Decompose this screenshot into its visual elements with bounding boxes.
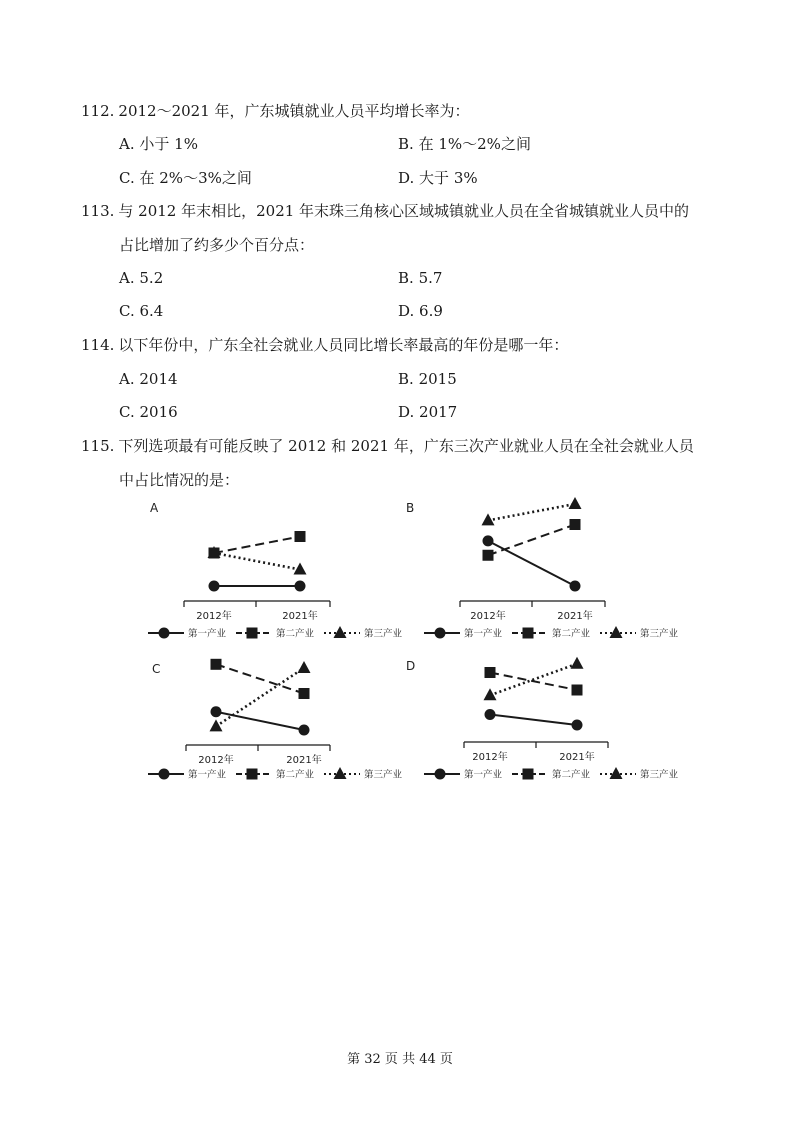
series-line-3	[214, 553, 300, 570]
series-line-1	[488, 541, 575, 586]
legend-marker-2	[247, 628, 258, 639]
series-point-2	[572, 685, 583, 696]
chart-svg	[400, 500, 680, 645]
legend-marker-2	[247, 769, 258, 780]
legend-label: 第二产业	[552, 769, 591, 781]
series-line-3	[488, 504, 575, 520]
question-number: 115.	[81, 437, 115, 455]
series-point-2	[211, 659, 222, 670]
series-point-3	[484, 688, 497, 700]
legend-marker-2	[523, 769, 534, 780]
question-text: 2012～2021 年，广东城镇就业人员平均增长率为：	[118, 102, 470, 120]
option-114-c[interactable]: C. 2016	[119, 403, 178, 421]
panel-label: A	[150, 501, 159, 515]
question-115-stem	[81, 436, 694, 456]
option-112-c[interactable]: C. 在 2%～3%之间	[119, 169, 252, 187]
legend-label: 第一产业	[188, 769, 227, 781]
series-point-1	[295, 581, 306, 592]
series-point-2	[483, 550, 494, 561]
question-number: 114.	[81, 336, 115, 354]
legend-label: 第三产业	[640, 628, 679, 640]
panel-label: D	[406, 659, 416, 673]
series-point-1	[570, 581, 581, 592]
question-number: 113.	[81, 202, 115, 220]
option-114-d[interactable]: D. 2017	[398, 403, 458, 421]
legend-marker-1	[159, 628, 170, 639]
question-113-stem	[81, 201, 689, 221]
series-point-3	[210, 719, 223, 731]
chart-svg	[400, 655, 680, 785]
legend-marker-1	[435, 769, 446, 780]
x-tick-label: 2012年	[198, 755, 234, 766]
question-text: 下列选项最有可能反映了 2012 和 2021 年，广东三次产业就业人员在全社会就业人员	[118, 437, 694, 455]
legend-label: 第三产业	[364, 769, 403, 781]
series-line-3	[490, 664, 577, 696]
series-line-2	[490, 673, 577, 691]
series-point-1	[209, 581, 220, 592]
series-line-2	[214, 537, 300, 554]
series-point-3	[294, 563, 307, 575]
question-113-stem-continued: 占比增加了约多少个百分点：	[119, 236, 315, 254]
legend-marker-1	[159, 769, 170, 780]
chart-svg	[140, 500, 410, 645]
series-point-1	[483, 535, 494, 546]
chart-svg	[140, 655, 410, 785]
x-tick-label: 2021年	[559, 752, 595, 763]
option-113-d[interactable]: D. 6.9	[398, 302, 443, 320]
panel-label: C	[152, 662, 161, 676]
series-line-1	[216, 712, 304, 730]
panel-label: B	[406, 501, 415, 515]
series-point-1	[572, 720, 583, 731]
option-113-c[interactable]: C. 6.4	[119, 302, 164, 320]
series-point-2	[485, 667, 496, 678]
question-115-stem-continued: 中占比情况的是：	[119, 471, 240, 489]
series-point-1	[299, 725, 310, 736]
x-tick-label: 2012年	[196, 611, 232, 622]
chart-option-c[interactable]	[140, 655, 410, 785]
x-tick-label: 2012年	[470, 611, 506, 622]
series-point-3	[482, 513, 495, 525]
option-112-d[interactable]: D. 大于 3%	[398, 169, 478, 187]
x-tick-label: 2021年	[286, 755, 322, 766]
option-113-b[interactable]: B. 5.7	[398, 269, 443, 287]
x-tick-label: 2021年	[557, 611, 593, 622]
option-112-a[interactable]: A. 小于 1%	[119, 135, 198, 153]
series-point-3	[298, 661, 311, 673]
series-line-1	[490, 715, 577, 726]
series-point-1	[211, 706, 222, 717]
legend-label: 第三产业	[640, 769, 679, 781]
option-114-b[interactable]: B. 2015	[398, 370, 457, 388]
series-line-2	[488, 525, 575, 556]
legend-marker-2	[523, 628, 534, 639]
question-text: 与 2012 年末相比，2021 年末珠三角核心区域城镇就业人员在全省城镇就业人员中的	[118, 202, 690, 220]
x-tick-label: 2021年	[282, 611, 318, 622]
legend-label: 第二产业	[552, 628, 591, 640]
series-point-2	[299, 688, 310, 699]
option-112-b[interactable]: B. 在 1%～2%之间	[398, 135, 531, 153]
question-112-stem	[81, 101, 470, 121]
option-113-a[interactable]: A. 5.2	[119, 269, 164, 287]
legend-label: 第三产业	[364, 628, 403, 640]
series-point-1	[485, 709, 496, 720]
chart-option-d[interactable]	[400, 655, 680, 785]
legend-marker-1	[435, 628, 446, 639]
legend-label: 第二产业	[276, 628, 315, 640]
page-footer: 第 32 页 共 44 页	[347, 1052, 453, 1067]
series-point-2	[295, 531, 306, 542]
series-point-3	[571, 657, 584, 669]
legend-label: 第二产业	[276, 769, 315, 781]
x-tick-label: 2012年	[472, 752, 508, 763]
legend-label: 第一产业	[464, 769, 503, 781]
series-point-2	[570, 519, 581, 530]
legend-label: 第一产业	[188, 628, 227, 640]
legend-label: 第一产业	[464, 628, 503, 640]
question-114-stem	[81, 335, 568, 355]
question-text: 以下年份中，广东全社会就业人员同比增长率最高的年份是哪一年：	[118, 336, 569, 354]
question-number: 112.	[81, 102, 115, 120]
series-point-3	[569, 497, 582, 509]
series-line-3	[216, 668, 304, 726]
chart-option-b[interactable]	[400, 500, 680, 645]
series-line-2	[216, 664, 304, 693]
chart-option-a[interactable]	[140, 500, 410, 645]
option-114-a[interactable]: A. 2014	[119, 370, 178, 388]
